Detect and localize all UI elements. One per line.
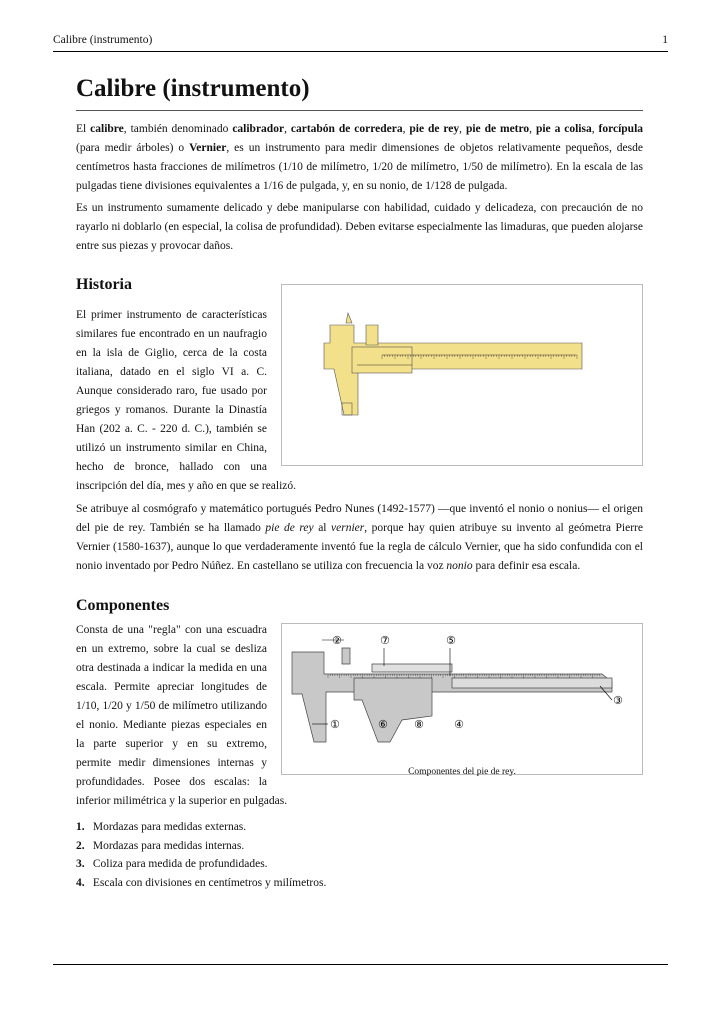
components-list	[76, 818, 643, 892]
list-item: 4. Escala con divisiones en centímetros y milímetros.	[76, 876, 327, 889]
running-title: Calibre (instrumento)	[53, 34, 153, 46]
figure-caliper-yellow	[281, 284, 643, 466]
page-number: 1	[662, 34, 668, 46]
intro-paragraph-2: Es un instrumento sumamente delicado y debe manipularse con habilidad, cuidado y delicadeza, con precaución de no rayarlo ni doblarlo (en especial, la colisa de profundidad). Deben evitarse especialmente las limaduras, que pueden alojarse entre sus piezas y provocar daños.	[76, 202, 643, 252]
footer-rule	[53, 964, 668, 965]
callout-7: ⑦	[380, 634, 390, 647]
figure-caliper-components	[281, 623, 643, 775]
header-rule	[53, 51, 668, 52]
callout-3: ③	[613, 694, 623, 707]
section-heading-componentes: Componentes	[76, 597, 170, 614]
componentes-paragraph-1: Consta de una "regla" con una escuadra en un extremo, sobre la cual se desliza otra destinada a indicar la medida en una escala. Permite apreciar longitudes de 1/10, 1/20 y 1/50 de milímetro utilizando el nonio. Mediante piezas especiales en la parte superior y en su extremo, permite medir dimensiones internas y profundidades. Posee dos escalas: la inferior milimétrica y la superior en pulgadas.	[76, 624, 288, 807]
callout-1: ①	[330, 718, 340, 731]
running-header	[53, 34, 668, 46]
historia-paragraph-1: El primer instrumento de características similares fue encontrado en un naufragio en la isla de Giglio, cerca de la costa italiana, datado en el siglo VI a. C. Aunque considerado raro, fue usado por griegos y romanos. Durante la Dinastía Han (202 a. C. - 220 d. C.), también se utilizó un instrumento similar en China, hecho de bronce, hallado con una inscripción del día, mes y año en que se realizó.	[76, 309, 297, 492]
historia-paragraph-2: Se atribuye al cosmógrafo y matemático portugués Pedro Nunes (1492-1577) ―que inventó el nonio o nonius― el origen del pie de rey. También se ha llamado pie de rey al vernier, porque hay quien atribuye su invento al geómetra Pierre Vernier (1580-1637), aunque lo que verdaderamente inventó fue la regla de cálculo Vernier, que ha sido confundida con el nonio inventado por Pedro Núñez. En castellano se utiliza con frecuencia la voz nonio para definir esa escala.	[76, 503, 643, 572]
list-item: 2. Mordazas para medidas internas.	[76, 839, 245, 852]
callout-8: ⑧	[414, 718, 424, 731]
page-title: Calibre (instrumento)	[76, 74, 643, 111]
list-item: 1. Mordazas para medidas externas.	[76, 821, 247, 833]
callout-2: ②	[332, 634, 342, 647]
article-body	[76, 70, 643, 892]
caliper-components-illustration	[282, 624, 642, 756]
section-heading-historia: Historia	[76, 276, 132, 293]
figure-caption: Componentes del pie de rey.	[408, 767, 516, 777]
callout-6: ⑥	[378, 718, 388, 731]
callout-5: ⑤	[446, 634, 456, 647]
callout-4: ④	[454, 718, 464, 731]
list-item: 3. Coliza para medida de profundidades.	[76, 858, 268, 870]
caliper-yellow-illustration	[282, 285, 642, 465]
intro-paragraph-1: El calibre, también denominado calibrador, cartabón de corredera, pie de rey, pie de metro, pie a colisa, forcípula (para medir árboles) o Vernier, es un instrumento para medir dimensiones de objetos relativamente pequeños, desde centímetros hasta fracciones de milímetros (1/10 de milímetro, 1/20 de milímetro, 1/50 de milímetro). En la escala de las pulgadas tiene divisiones equivalentes a 1/16 de pulgada, y, en su nonio, de 1/128 de pulgada.	[76, 123, 644, 192]
